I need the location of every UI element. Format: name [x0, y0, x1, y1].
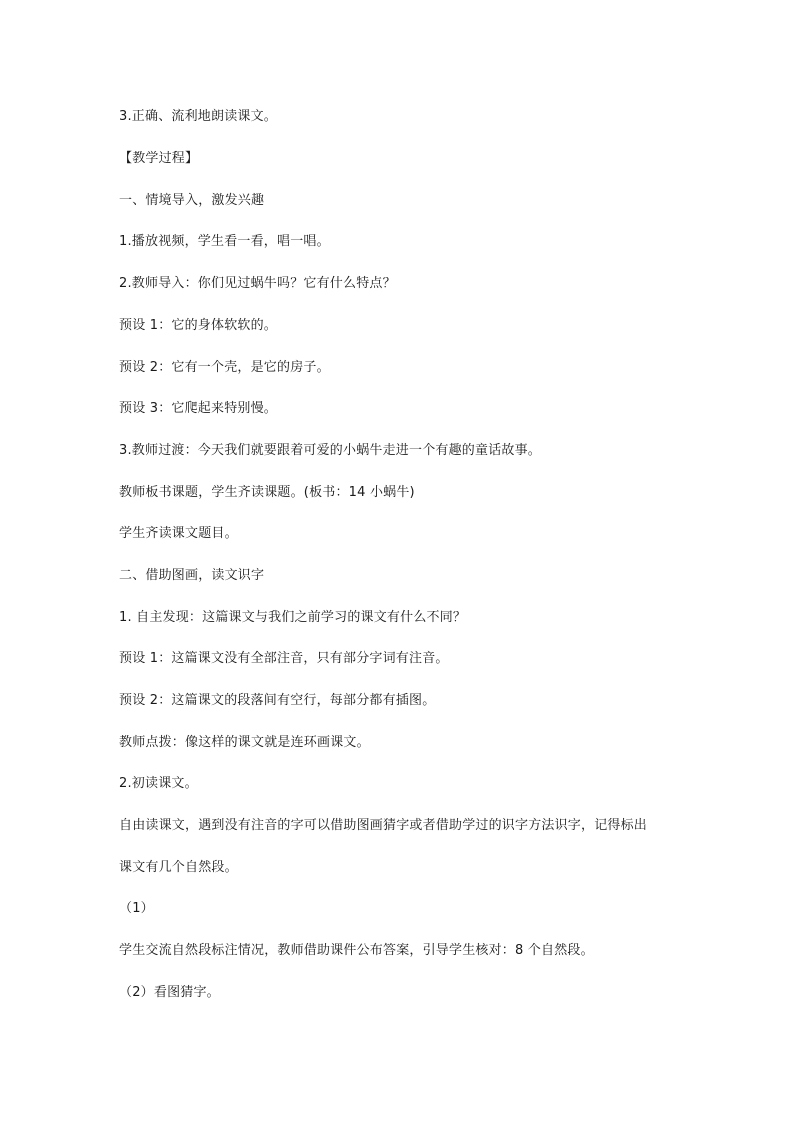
free-reading-line-2: 课文有几个自然段。 — [119, 860, 238, 875]
step-1: 1.播放视频，学生看一看，唱一唱。 — [119, 234, 330, 249]
sub-item-2: （2）看图猜字。 — [119, 985, 220, 1000]
objective-3: 3.正确、流利地朗读课文。 — [119, 109, 278, 124]
teacher-guidance: 教师点拨：像这样的课文就是连环画课文。 — [119, 735, 370, 750]
free-reading-line-1: 自由读课文，遇到没有注音的字可以借助图画猜字或者借助学过的识字方法识字，记得标出 — [119, 818, 648, 833]
board-title: 教师板书课题，学生齐读课题。(板书：14 小蜗牛) — [119, 485, 415, 500]
step-2: 2.教师导入：你们见过蜗牛吗？它有什么特点？ — [119, 276, 396, 291]
first-reading: 2.初读课文。 — [119, 776, 198, 791]
preset-2: 预设 2：它有一个壳，是它的房子。 — [119, 360, 330, 375]
preset-1: 预设 1：它的身体软软的。 — [119, 318, 278, 333]
step-3: 3.教师过渡：今天我们就要跟着可爱的小蜗牛走进一个有趣的童话故事。 — [119, 443, 542, 458]
paragraph-check: 学生交流自然段标注情况，教师借助课件公布答案，引导学生核对：8 个自然段。 — [119, 943, 594, 958]
discover-preset-1: 预设 1：这篇课文没有全部注音，只有部分字词有注音。 — [119, 651, 449, 666]
part-heading-2: 二、借助图画，读文识字 — [119, 568, 265, 583]
section-heading-teaching-process: 【教学过程】 — [119, 151, 199, 166]
sub-item-1: （1） — [119, 901, 154, 916]
part-heading-1: 一、情境导入，激发兴趣 — [119, 193, 265, 208]
preset-3: 预设 3：它爬起来特别慢。 — [119, 401, 278, 416]
discover-step: 1. 自主发现：这篇课文与我们之前学习的课文有什么不同？ — [119, 610, 467, 625]
read-title: 学生齐读课文题目。 — [119, 526, 238, 541]
discover-preset-2: 预设 2：这篇课文的段落间有空行，每部分都有插图。 — [119, 693, 436, 708]
